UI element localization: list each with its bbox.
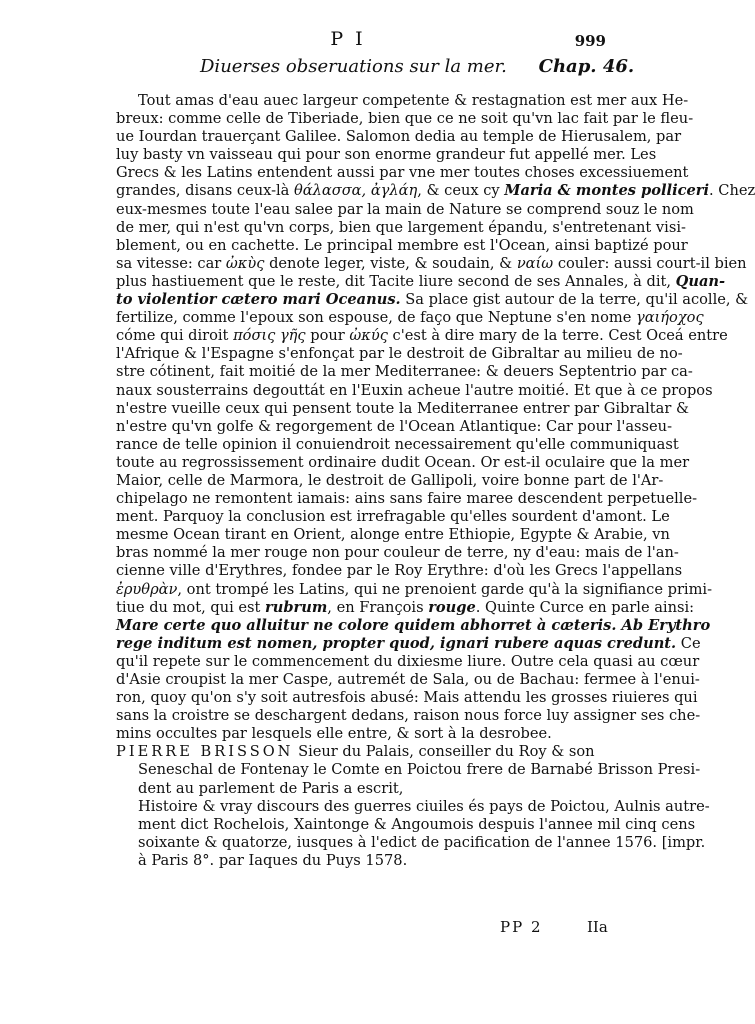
text-segment: denote leger, viste, & soudain, &: [269, 254, 513, 272]
running-title: [200, 56, 634, 77]
text-segment: couler: aussi court-il bien: [557, 254, 747, 272]
latin-word: rouge: [428, 598, 476, 616]
text-segment: Sieur du Palais, conseiller du Roy & son: [293, 743, 595, 761]
page-number: 999: [574, 32, 606, 50]
header-signature: P I: [330, 28, 366, 50]
chapter-label: Chap. 46.: [538, 56, 635, 77]
text-line: l'Afrique & l'Espagne s'enfonçat par le destroit de Gibraltar au milieu de no-: [116, 345, 683, 363]
text-line: toute au regrossissement ordinaire dudit Ocean. Or est-il oculaire que la mer: [116, 453, 690, 471]
text-line: à Paris 8°. par Iaques du Puys 1578.: [138, 851, 408, 869]
text-line: d'Asie croupist la mer Caspe, autremét de Sala, ou de Bachau: fermee à l'enui-: [116, 671, 700, 688]
footer-catchword: IIa: [587, 918, 608, 936]
text-line: ment. Parquoy la conclusion est irrefragable qu'elles sourdent d'amont. Le: [116, 508, 670, 526]
text-segment: tiue du mot, qui est: [116, 598, 261, 616]
text-line: [116, 309, 704, 327]
text-line: stre cótinent, fait moitié de la mer Mediterranee: & deuers Septentrio par ca-: [116, 363, 693, 381]
latin-word: rubrum: [265, 598, 328, 616]
latin-phrase: Maria & montes polliceri: [504, 182, 710, 200]
text-line: [116, 272, 726, 291]
greek-word: πόσις γῆς: [233, 327, 306, 345]
latin-quote: rege inditum est nomen, propter quod, ignari rubere aquas credunt.: [116, 634, 677, 652]
greek-word: ὠκὺς: [225, 254, 265, 272]
text-line: de mer, qui n'est qu'vn corps, bien que largement épandu, s'entretenant visi-: [116, 218, 686, 236]
text-line: [116, 616, 711, 635]
text-line: soixante & quatorze, iusques à l'edict de pacification de l'annee 1576. [impr.: [138, 833, 706, 851]
text-line: bras nommé la mer rouge non pour couleur de terre, ny d'eau: mais de l'an-: [116, 544, 679, 562]
text-line: ron, quoy qu'on s'y soit autresfois abusé: Mais attendu les grosses riuieres qui: [116, 689, 698, 707]
text-line: luy basty vn vaisseau qui pour son enorme grandeur fut appellé mer. Les: [116, 146, 657, 164]
text-line: [116, 327, 728, 345]
greek-word: γαιήοχος: [635, 309, 704, 327]
text-line: [116, 743, 616, 761]
text-line: cienne ville d'Erythres, fondee par le Roy Erythre: d'où les Grecs l'appellans: [116, 562, 683, 580]
text-line: [116, 580, 713, 599]
latin-quote: Mare certe quo alluitur ne colore quidem abhorret à cæteris. Ab Erythro: [116, 616, 711, 634]
text-line: [116, 634, 701, 653]
text-line: Maior, celle de Marmora, le destroit de Gallipoli, voire bonne part de l'Ar-: [116, 471, 664, 489]
text-line: blement, ou en cachette. Le principal membre est l'Ocean, ainsi baptizé pour: [116, 236, 688, 254]
greek-word: ὠκύς: [349, 327, 388, 345]
text-line: Tout amas d'eau auec largeur competente & restagnation est mer aux He-: [138, 92, 689, 109]
text-line: mesme Ocean tirant en Orient, alonge entre Ethiopie, Egypte & Arabie, vn: [116, 526, 670, 544]
text-segment: c'est à dire mary de la terre. Cest Oceá entre: [387, 327, 728, 345]
text-line: ment dict Rochelois, Xaintonge & Angoumois despuis l'annee mil cinq cens: [138, 815, 696, 833]
text-line: breux: comme celle de Tiberiade, bien que ce ne soit qu'vn lac fait par le fleu-: [116, 110, 694, 128]
text-segment: , ont trompé les Latins, qui ne prenoient garde qu'à la signifiance primi-: [177, 580, 713, 598]
greek-word: ἐρυθρὰν: [116, 580, 178, 598]
text-line: chipelago ne remontent iamais: ains sans faire maree descendent perpetuelle-: [116, 490, 698, 508]
text-segment: Sa place gist autour de la terre, qu'il acolle, &: [400, 291, 749, 309]
text-line: n'estre qu'vn golfe & regorgement de l'Ocean Atlantique: Car pour l'asseu-: [116, 417, 673, 435]
text-segment: grandes, disans ceux-là: [116, 182, 290, 200]
text-line: rance de telle opinion il conuiendroit necessairement qu'elle communiquast: [116, 435, 679, 453]
running-title-text: Diuerses obseruations sur la mer.: [200, 56, 507, 77]
author-name: PIERRE BRISSON: [116, 743, 294, 761]
text-line: dent au parlement de Paris a escrit,: [138, 779, 404, 797]
text-segment: pour: [305, 327, 345, 345]
text-segment: . Quinte Curce en parle ainsi:: [475, 598, 695, 616]
text-line: [116, 182, 755, 200]
text-segment: . Chez: [709, 182, 755, 200]
latin-phrase: to violentior cætero mari Oceanus.: [116, 291, 401, 309]
text-line: qu'il repete sur le commencement du dixiesme liure. Outre cela quasi au cœur: [116, 652, 700, 670]
text-segment: cóme qui diroit: [116, 327, 229, 345]
text-body: [116, 92, 755, 870]
text-line: [116, 254, 747, 273]
text-line: Seneschal de Fontenay le Comte en Poictou frere de Barnabé Brisson Presi-: [138, 761, 701, 779]
text-segment: , & ceux cy: [417, 182, 500, 200]
text-line: Histoire & vray discours des guerres ciuiles és pays de Poictou, Aulnis autre-: [138, 797, 710, 815]
text-segment: fertilize, comme l'epoux son espouse, de faço que Neptune s'en nome: [116, 309, 632, 327]
text-segment: , en François: [327, 598, 424, 616]
text-line: ue Iourdan trauerçant Galilee. Salomon dedia au temple de Hierusalem, par: [116, 128, 682, 146]
latin-phrase: Quan-: [675, 272, 726, 290]
text-line: Grecs & les Latins entendent aussi par vne mer toutes choses excessiuement: [116, 164, 689, 182]
greek-word: ναίω: [516, 254, 554, 272]
text-line: naux sousterrains degouttát en l'Euxin acheue l'autre moitié. Et que à ce propos: [116, 381, 713, 399]
text-line: sans la croistre se deschargent dedans, raison nous force luy assigner ses che-: [116, 707, 701, 725]
text-line: [116, 598, 695, 617]
text-line: [116, 291, 749, 309]
text-segment: sa vitesse: car: [116, 254, 222, 272]
text-line: n'estre vueille ceux qui pensent toute la Mediterranee entrer par Gibraltar &: [116, 399, 689, 417]
text-line: eux-mesmes toute l'eau salee par la main de Nature se comprend souz le nom: [116, 200, 694, 218]
text-line: mins occultes par lesquels elle entre, & sort à la desrobee.: [116, 725, 552, 743]
text-segment: plus hastiuement que le reste, dit Tacite liure second de ses Annales, à dit,: [116, 272, 671, 290]
text-segment: Ce: [676, 634, 701, 652]
greek-word: θάλασσα, ἀγλάη: [294, 182, 418, 200]
footer-signature: PP 2: [500, 918, 543, 936]
